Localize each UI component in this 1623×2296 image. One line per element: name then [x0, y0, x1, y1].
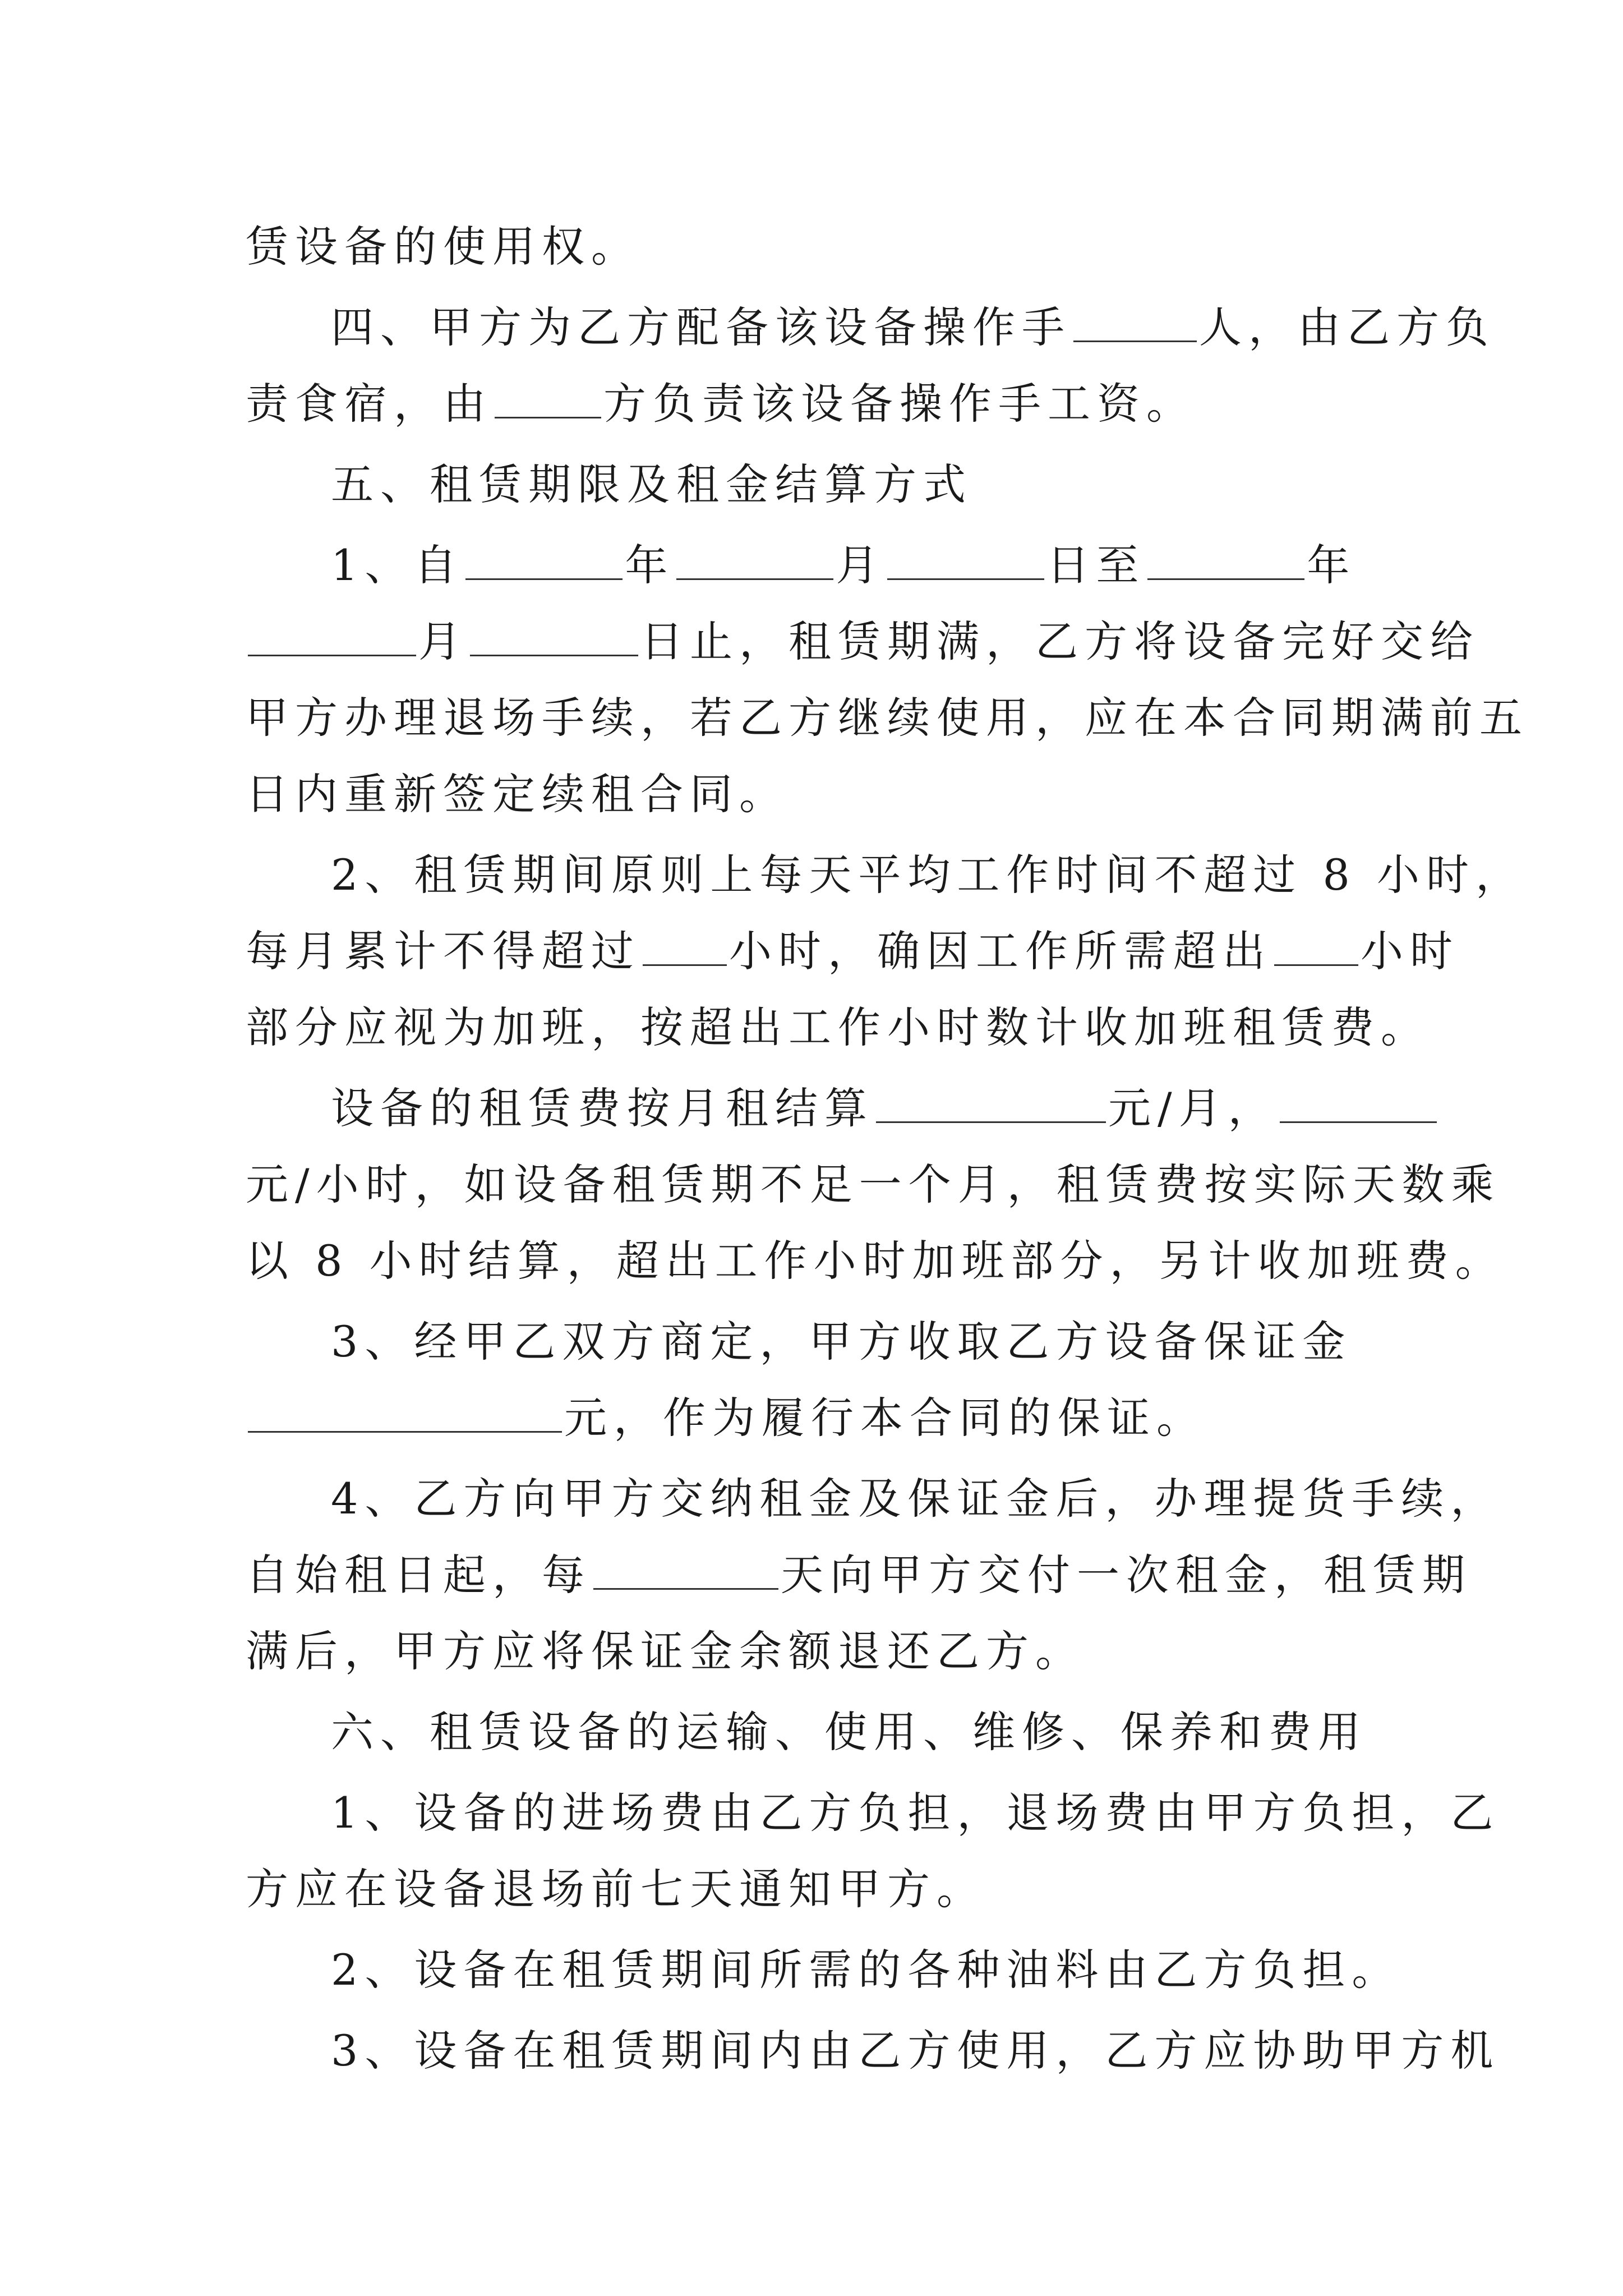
paragraph-line — [246, 1461, 1500, 1537]
text: 设备的租赁费按月租结算 — [331, 1083, 874, 1133]
text: 赁设备的使用权。 — [246, 222, 640, 272]
fill-blank[interactable] — [593, 1549, 778, 1590]
fill-blank[interactable] — [1274, 925, 1358, 966]
paragraph-line — [246, 837, 1525, 913]
section-heading — [246, 1694, 1390, 1770]
text: 年 — [625, 540, 675, 590]
paragraph-line — [246, 1537, 1472, 1613]
paragraph-line — [246, 1223, 1505, 1299]
fill-blank[interactable] — [1280, 1082, 1437, 1123]
paragraph-line — [246, 604, 1479, 680]
text: 责食宿，由 — [246, 379, 492, 429]
fill-blank[interactable] — [1073, 301, 1197, 342]
fill-blank[interactable] — [248, 1392, 562, 1433]
paragraph-line — [246, 1147, 1501, 1223]
fill-blank[interactable] — [876, 1082, 1106, 1123]
text: 五、租赁期限及租金结算方式 — [331, 459, 972, 509]
section-heading — [246, 447, 1390, 523]
fill-blank[interactable] — [1147, 539, 1304, 580]
text: 2、设备在租赁期间所需的各种油料由乙方负担。 — [331, 1945, 1401, 1995]
text: 月 — [836, 540, 886, 590]
paragraph-line — [246, 527, 1390, 604]
fill-blank[interactable] — [887, 539, 1044, 580]
text: 自始租日起，每 — [246, 1550, 591, 1600]
text: 1、自 — [331, 540, 464, 590]
text: 4、乙方向甲方交纳租金及保证金后，办理提货手续， — [331, 1474, 1500, 1524]
fill-blank[interactable] — [676, 539, 833, 580]
paragraph-line — [246, 990, 1430, 1066]
paragraph-line — [246, 1070, 1390, 1147]
paragraph-line — [246, 913, 1459, 990]
text: 小时 — [1361, 926, 1459, 976]
text: 每月累计不得超过 — [246, 926, 640, 976]
text: 六、租赁设备的运输、使用、维修、保养和费用 — [331, 1707, 1367, 1757]
text: 满后，甲方应将保证金余额退还乙方。 — [246, 1626, 1085, 1676]
text: 人，由乙方负 — [1199, 302, 1495, 352]
text: 日内重新签定续租合同。 — [246, 769, 789, 819]
fill-blank[interactable] — [470, 615, 638, 656]
text: 方应在设备退场前七天通知甲方。 — [246, 1864, 986, 1914]
paragraph-line — [246, 1851, 1390, 1927]
paragraph-line — [246, 1304, 1390, 1380]
text: 2、租赁期间原则上每天平均工作时间不超过 8 小时， — [331, 850, 1525, 900]
fill-blank[interactable] — [248, 615, 416, 656]
text: 年 — [1307, 540, 1357, 590]
text: 以 8 小时结算，超出工作小时加班部分，另计收加班费。 — [246, 1236, 1505, 1286]
paragraph-line — [246, 209, 1390, 285]
paragraph-line — [246, 289, 1495, 366]
text: 日至 — [1046, 540, 1146, 590]
paragraph-line — [246, 1380, 1390, 1456]
text: 甲方办理退场手续，若乙方继续使用，应在本合同期满前五 — [246, 693, 1529, 743]
text: 方负责该设备操作手工资。 — [603, 379, 1196, 429]
text: 部分应视为加班，按超出工作小时数计收加班租赁费。 — [246, 1002, 1430, 1052]
text: 元/月， — [1108, 1083, 1278, 1133]
fill-blank[interactable] — [643, 925, 727, 966]
text: 日止，租赁期满，乙方将设备完好交给 — [640, 616, 1479, 666]
paragraph-line — [246, 1775, 1500, 1851]
fill-blank[interactable] — [495, 378, 601, 418]
paragraph-line — [246, 1613, 1390, 1690]
paragraph-line — [246, 2013, 1500, 2089]
text: 天向甲方交付一次租金，租赁期 — [781, 1550, 1472, 1600]
text: 月 — [418, 616, 468, 666]
text: 3、经甲乙双方商定，甲方收取乙方设备保证金 — [331, 1317, 1352, 1366]
fill-blank[interactable] — [465, 539, 623, 580]
paragraph-line — [246, 1932, 1401, 2008]
text: 1、设备的进场费由乙方负担，退场费由甲方负担，乙 — [331, 1788, 1500, 1838]
document-body — [246, 209, 1529, 2089]
paragraph-line — [246, 680, 1529, 756]
text: 四、甲方为乙方配备该设备操作手 — [331, 302, 1071, 352]
paragraph-line — [246, 756, 1390, 832]
paragraph-line — [246, 366, 1390, 442]
text: 3、设备在租赁期间内由乙方使用，乙方应协助甲方机 — [331, 2026, 1500, 2076]
text: 元，作为履行本合同的保证。 — [564, 1393, 1206, 1443]
text: 元/小时，如设备租赁期不足一个月，租赁费按实际天数乘 — [246, 1159, 1501, 1209]
text: 小时，确因工作所需超出 — [729, 926, 1272, 976]
